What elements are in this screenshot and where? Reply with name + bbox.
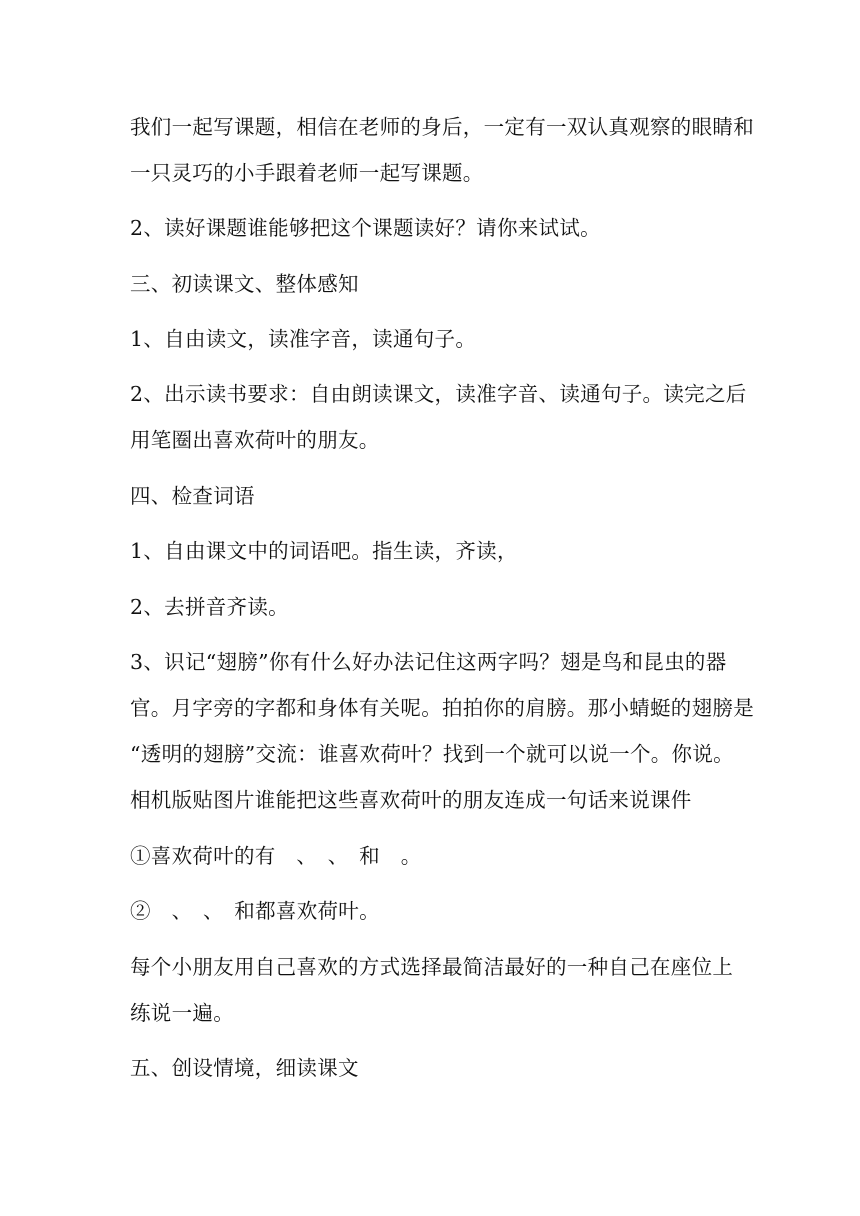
section-heading: 五、创设情境，细读课文 <box>130 1056 359 1080</box>
section-heading: 四、检查词语 <box>130 484 255 508</box>
text-line: 1、自由读文，读准字音，读通句子。 <box>130 327 477 351</box>
text-line: 2、出示读书要求：自由朗读课文，读准字音、读通句子。读完之后 <box>130 382 747 406</box>
text-line: 每个小朋友用自己喜欢的方式选择最简洁最好的一种自己在座位上 <box>130 955 734 979</box>
text-line: ② 、 、 和都喜欢荷叶。 <box>130 899 380 923</box>
text-line: 我们一起写课题，相信在老师的身后，一定有一双认真观察的眼睛和 <box>130 115 754 139</box>
text-line: 官。月字旁的字都和身体有关呢。拍拍你的肩膀。那小蜻蜓的翅膀是 <box>130 696 754 720</box>
text-line: 相机版贴图片谁能把这些喜欢荷叶的朋友连成一句话来说课件 <box>130 788 692 812</box>
text-line: 2、读好课题谁能够把这个课题读好？请你来试试。 <box>130 216 601 240</box>
text-line: 用笔圈出喜欢荷叶的朋友。 <box>130 428 380 452</box>
text-line: ①喜欢荷叶的有 、 、 和 。 <box>130 844 422 868</box>
text-line: 2、去拼音齐读。 <box>130 595 289 619</box>
text-line: 3、识记“翅膀”你有什么好办法记住这两字吗？翅是鸟和昆虫的器 <box>130 650 727 674</box>
section-heading: 三、初读课文、整体感知 <box>130 272 359 296</box>
text-line: 1、自由课文中的词语吧。指生读，齐读， <box>130 539 518 563</box>
text-line: 一只灵巧的小手跟着老师一起写课题。 <box>130 161 484 185</box>
text-line: “透明的翅膀”交流：谁喜欢荷叶？找到一个就可以说一个。你说。 <box>130 742 734 766</box>
text-line: 练说一遍。 <box>130 1001 234 1025</box>
